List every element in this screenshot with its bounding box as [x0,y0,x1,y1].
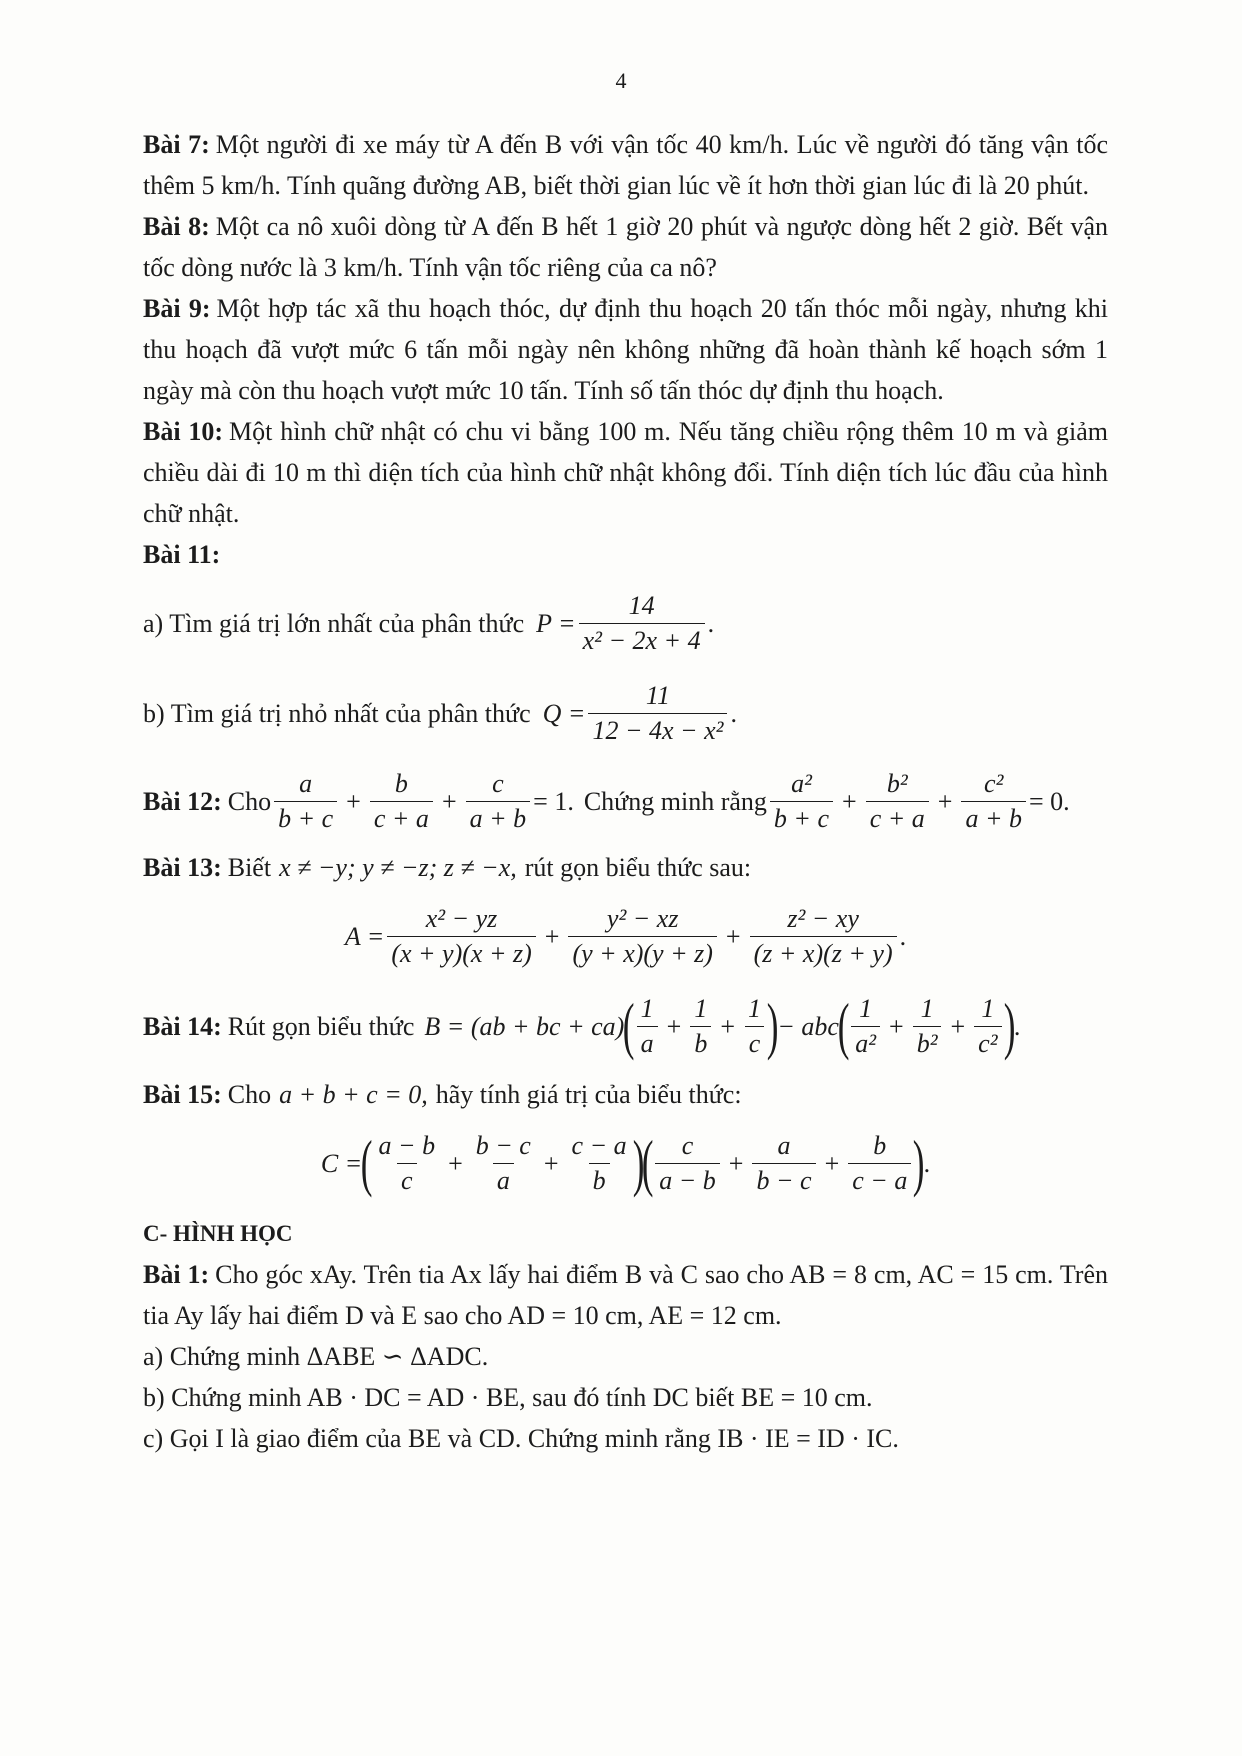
exercise-text: Một ca nô xuôi dòng từ A đến B hết 1 giờ 20 phút và ngược dòng hết 2 giờ. Bết vận tốc dòng nước là 3 km/h. Tính vận tốc riêng của ca nô? [143,212,1109,282]
geometry-part-c: c) Gọi I là giao điểm của BE và CD. Chứng minh rằng IB · IE = ID · IC. [143,1424,899,1453]
exercise-15: Bài 15: Cho a + b + c = 0, hãy tính giá trị của biểu thức: [143,1080,742,1109]
exercise-13: Bài 13: Biết x ≠ −y; y ≠ −z; z ≠ −x, rút gọn biểu thức sau: [143,853,752,882]
exercise-text: Một hình chữ nhật có chu vi bằng 100 m. Nếu tăng chiều rộng thêm 10 m và giảm chiều dài đi 10 m thì diện tích của hình chữ nhật không đổi. Tính diện tích lúc đầu của hình chữ nhật. [143,417,1108,528]
section-heading: C- HÌNH HỌC [143,1221,293,1246]
document-body [143,124,1108,1459]
exercise-7 [143,124,1108,206]
fraction: $\frac{14}{\text{x² − 2x + 4}}$ [579,591,705,656]
exercise-label: Bài 7: [143,130,210,159]
exercise-15-formula: C = ( $\frac{a - b}{c}$ + $\frac{b - c}{a}$ + $\frac{c - a}{b}$ ) ( $\frac{c}{a - b}$ + $\frac{a}{b - c}$ + $\frac{b}{c - a}$ ) . [320,1127,931,1198]
exercise-text: Một người đi xe máy từ A đến B với vận tốc 40 km/h. Lúc về người đó tăng vận tốc thêm 5 km/h. Tính quãng đường AB, biết thời gian lúc về ít hơn thời gian lúc đi là 20 phút. [143,130,1108,200]
exercise-text: Một hợp tác xã thu hoạch thóc, dự định thu hoạch 20 tấn thóc mỗi ngày, nhưng khi thu hoạch đã vượt mức 6 tấn mỗi ngày nên không những đã hoàn thành kế hoạch sớm 1 ngày mà còn thu hoạch vượt mức 10 tấn. Tính số tấn thóc dự định thu hoạch. [143,294,1109,405]
exercise-13-formula: A = $\frac{\text{x² − yz}}{(x + y)(x + z)}$ + $\frac{\text{y² − xz}}{(y + x)(y + z)}$ + $\frac{\text{z² − xy}}{(z + x)(z + y)}$ . [344,903,907,968]
exercise-label: Bài 10: [143,417,224,446]
page-number: 4 [615,68,627,93]
exercise-11a: a) Tìm giá trị lớn nhất của phân thức P = $\frac{14}{\text{x² − 2x + 4}}$ . [143,590,715,655]
exercise-14: Bài 14: Rút gọn biểu thức B = (ab + bc + ca) ( $\frac{1}{a}$ + $\frac{1}{b}$ + $\frac{1}{c}$ ) − abc ( $\frac{1}{\text{a²}}$ + $\frac{1}{\text{b²}}$ + $\frac{1}{\text{c²}}$ ) . [143,990,1021,1061]
fraction: $\frac{11}{\text{12 − 4x − x²}}$ [588,681,727,746]
exercise-12: Bài 12: Cho $\frac{a}{b + c}$ + $\frac{b}{c + a}$ + $\frac{c}{a + b}$ = 1. Chứng minh rằng $\frac{\text{a²}}{b + c}$ + $\frac{\text{b²}}{c + a}$ + $\frac{\text{c²}}{a + b}$ = 0. [143,768,1070,833]
exercise-9 [143,288,1108,411]
geometry-part-a: a) Chứng minh ΔABE ∽ ΔADC. [143,1342,489,1371]
exercise-label: Bài 8: [143,212,210,241]
exercise-8 [143,206,1108,288]
exercise-10 [143,411,1108,534]
geometry-part-b: b) Chứng minh AB · DC = AD · BE, sau đó tính DC biết BE = 10 cm. [143,1383,873,1412]
geometry-exercise-1: Bài 1: Cho góc xAy. Trên tia Ax lấy hai điểm B và C sao cho AB = 8 cm, AC = 15 cm. Trên tia Ay lấy hai điểm D và E sao cho AD = 10 cm, AE = 12 cm. [143,1260,1108,1330]
exercise-11b: b) Tìm giá trị nhỏ nhất của phân thức Q = $\frac{11}{\text{12 − 4x − x²}}$ . [143,680,737,745]
exercise-11-label: Bài 11: [143,540,221,569]
exercise-label: Bài 9: [143,294,211,323]
